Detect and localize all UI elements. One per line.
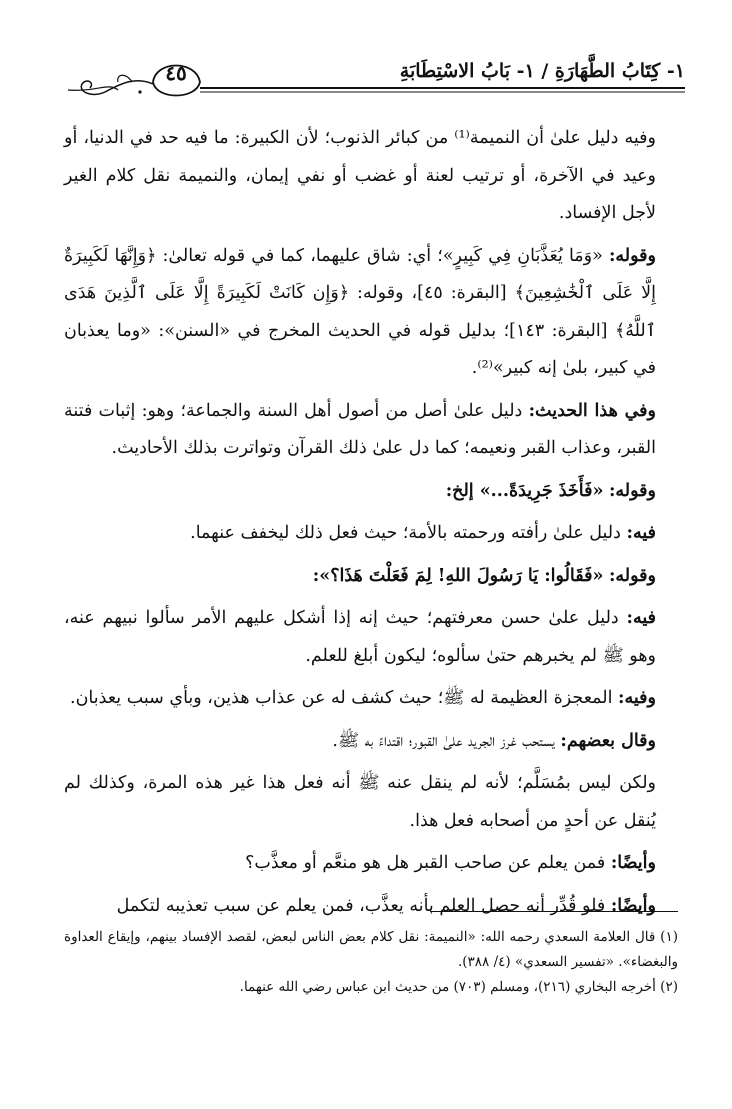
paragraph — [64, 238, 678, 388]
paragraph-text: «فَقَالُوا: يَا رَسُولَ اللهِ! لِمَ فَعَلْتَ هَذَا؟»: — [312, 565, 604, 586]
paragraph — [64, 680, 678, 718]
paragraph — [64, 888, 678, 926]
paragraph — [64, 723, 678, 761]
main-text — [64, 120, 678, 930]
paragraph — [64, 393, 678, 468]
paragraph-text: دليل علىٰ أصل من أصول أهل السنة والجماعة؛ وهو: إثبات فتنة القبر، وعذاب القبر ونعيمه؛ كما دل علىٰ ذلك القرآن وتواترت بذلك الأحاديث. — [64, 400, 656, 458]
page-number: ٤٥ — [165, 61, 187, 85]
paragraph-label: وأيضًا: — [610, 853, 656, 873]
paragraph-label: فيه: — [626, 608, 656, 628]
running-title: ١- كِتَابُ الطَّهَارَةِ / ١- بَابُ الاسْتِطَابَةِ — [399, 60, 685, 82]
paragraph-text: المعجزة العظيمة له ﷺ؛ حيث كشف له عن عذاب هذين، وبأي سبب يعذبان. — [70, 688, 613, 708]
paragraph — [64, 473, 678, 511]
footnote: (٢) أخرجه البخاري (٢١٦)، ومسلم (٧٠٣) من حديث ابن عباس رضي الله عنهما. — [239, 979, 678, 995]
footnotes — [64, 925, 678, 1000]
paragraph-label: وقوله: — [608, 480, 656, 501]
paragraph-text: فمن يعلم عن صاحب القبر هل هو منعَّم أو معذَّب؟ — [245, 853, 606, 873]
paragraph-text: «فَأَخَذَ جَرِيدَةً...» إلخ: — [445, 480, 604, 501]
paragraph — [64, 600, 678, 675]
footnote: (١) قال العلامة السعدي رحمه الله: «النميمة: نقل كلام بعض الناس لبعض، لقصد الإفساد بينهم، وإيقاع العداوة والبغضاء». «تفسير السعدي» (٤/ ٣٨٨). — [64, 929, 678, 970]
paragraph-label: وقوله: — [608, 245, 656, 266]
paragraph — [64, 558, 678, 596]
paragraph-label: وقال بعضهم: — [560, 730, 656, 751]
paragraph-label: وأيضًا: — [610, 895, 656, 916]
paragraph-text: فلو قُدِّر أنه حصل العلم بأنه يعذَّب، فمن يعلم عن سبب تعذيبه لتكمل — [116, 895, 606, 916]
paragraph-label: وقوله: — [608, 565, 656, 586]
paragraph — [64, 765, 678, 840]
paragraph-text: يستحب غرز الجريد علىٰ القبور؛ اقتداءً به ﷺ. — [332, 730, 555, 751]
paragraph-text: دليل علىٰ رأفته ورحمته بالأمة؛ حيث فعل ذلك ليخفف عنهما. — [190, 523, 621, 543]
paragraph-text: ولكن ليس بمُسَلَّم؛ لأنه لم ينقل عنه ﷺ أنه فعل هذا غير هذه المرة، وكذلك لم يُنقل عن أحدٍ من أصحابه فعل هذا. — [64, 773, 656, 831]
page-header — [60, 52, 685, 104]
paragraph — [64, 845, 678, 883]
footnote-divider — [430, 911, 678, 912]
paragraph — [64, 515, 678, 553]
paragraph-text: وفيه دليل علىٰ أن النميمة⁽¹⁾ من كبائر الذنوب؛ لأن الكبيرة: ما فيه حد في الدنيا، أو وعيد في الآخرة، أو ترتيب لعنة أو غضب أو نفي إيمان، والنميمة نقل كلام الغير لأجل الإفساد. — [64, 128, 656, 223]
paragraph-label: فيه: — [626, 523, 656, 543]
paragraph-label: وفي هذا الحديث: — [528, 400, 656, 421]
paragraph — [64, 120, 678, 233]
paragraph-text: «وَمَا يُعَذَّبَانِ فِي كَبِيرٍ»؛ أي: شاق عليهما، كما في قوله تعالىٰ: ﴿وَإِنَّهَا لَكَبِيرَةٌ إِلَّا عَلَى ٱلْخَٰشِعِينَ﴾ [البقرة: ٤٥]، وقوله: ﴿وَإِن كَانَتْ لَكَبِيرَةً إِلَّا عَلَى ٱلَّذِينَ هَدَى ٱللَّهُ﴾ [البقرة: ١٤٣]؛ بدليل قوله في الحديث المخرج في «السنن»: «وما يعذبان في كبير، بلىٰ إنه كبير»⁽²⁾. — [64, 245, 656, 378]
paragraph-label: وفيه: — [618, 688, 656, 708]
paragraph-text: دليل علىٰ حسن معرفتهم؛ حيث إنه إذا أشكل عليهم الأمر سألوا نبيهم عنه، وهو ﷺ لم يخبرهم حتىٰ سألوه؛ ليكون أبلغ للعلم. — [64, 608, 656, 666]
